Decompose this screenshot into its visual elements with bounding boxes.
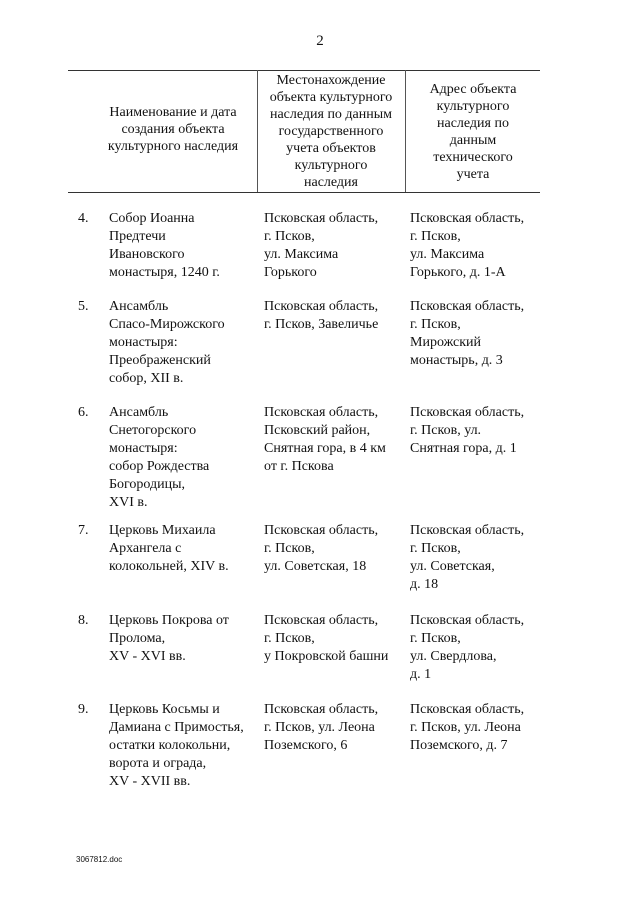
header-bottom-rule [68, 192, 540, 193]
row-number: 6. [78, 405, 89, 420]
object-location: Псковская область, г. Псков, Завеличье [264, 299, 379, 332]
row-number: 4. [78, 211, 89, 226]
row-number: 8. [78, 613, 89, 628]
object-location: Псковская область, г. Псков, ул. Леона Поземского, 6 [264, 702, 379, 753]
row-number: 5. [78, 299, 89, 314]
object-name: Церковь Покрова от Пролома, XV - XVI вв. [109, 613, 229, 664]
object-location: Псковская область, г. Псков, ул. Максима Горького [264, 211, 379, 280]
row-number: 9. [78, 702, 89, 717]
object-name: Церковь Михаила Архангела с колокольней, XIV в. [109, 523, 229, 574]
object-name: Ансамбль Снетогорского монастыря: собор Рождества Богородицы, XVI в. [109, 405, 210, 510]
header-top-rule [68, 70, 540, 71]
header-address: Адрес объекта культурного наследия по данным технического учета [429, 82, 517, 182]
row-number: 7. [78, 523, 89, 538]
object-name: Церковь Косьмы и Дамиана с Примостья, остатки колокольни, ворота и ограда, XV - XVII вв. [109, 702, 244, 789]
document-footer: 3067812.doc [76, 855, 123, 864]
object-address: Псковская область, г. Псков, ул. Максима Горького, д. 1-А [410, 211, 525, 280]
object-address: Псковская область, г. Псков, ул. Снятная гора, д. 1 [410, 405, 525, 456]
object-address: Псковская область, г. Псков, ул. Свердлова, д. 1 [410, 613, 525, 682]
header-name: Наименование и дата создания объекта культурного наследия [107, 105, 239, 154]
object-name: Ансамбль Спасо-Мирожского монастыря: Преображенский собор, XII в. [109, 299, 225, 386]
object-location: Псковская область, г. Псков, ул. Советская, 18 [264, 523, 379, 574]
object-address: Псковская область, г. Псков, Мирожский монастырь, д. 3 [410, 299, 525, 368]
object-location: Псковская область, Псковский район, Снятная гора, в 4 км от г. Пскова [264, 405, 386, 474]
header-location: Местонахождение объекта культурного наследия по данным государственного учета объектов культурного наследия [269, 73, 393, 190]
page-number: 2 [316, 33, 324, 49]
object-name: Собор Иоанна Предтечи Ивановского монастыря, 1240 г. [109, 211, 220, 280]
object-address: Псковская область, г. Псков, ул. Советская, д. 18 [410, 523, 525, 592]
object-address: Псковская область, г. Псков, ул. Леона Поземского, д. 7 [410, 702, 525, 753]
object-location: Псковская область, г. Псков, у Покровской башни [264, 613, 389, 664]
